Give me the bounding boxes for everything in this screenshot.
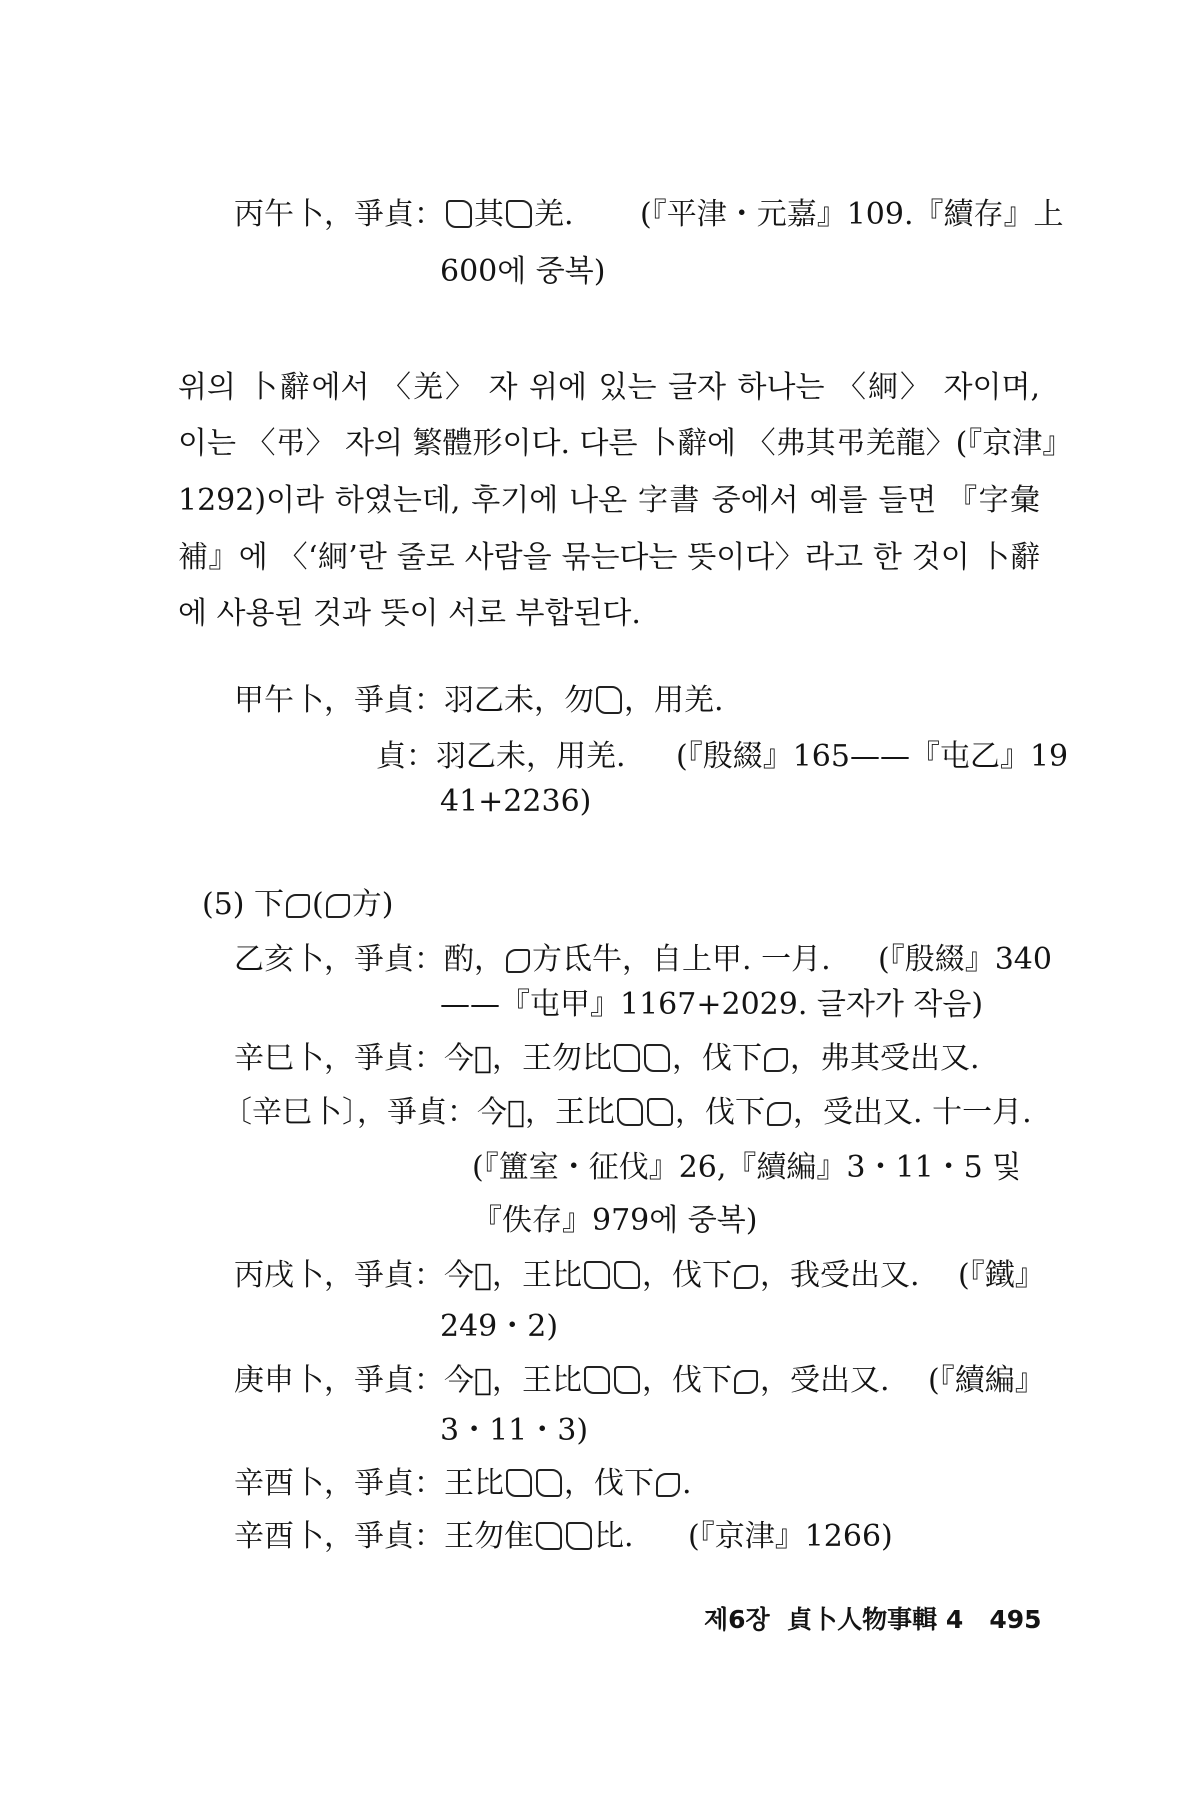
paragraph-line: 補』에 〈‘絅’란 줄로 사람을 묶는다는 뜻이다〉라고 한 것이 卜辭 (178, 540, 1040, 575)
oracle-glyph (584, 1366, 610, 1394)
oracle-glyph (536, 1522, 562, 1550)
citation: (『簠室・征伐』26,『續編』3・11・5 및 (472, 1150, 1022, 1185)
citation: (『京津』1266) (688, 1519, 893, 1554)
paragraph-line: 1292)이라 하였는데, 후기에 나온 字書 중에서 예를 들면 『字彙 (178, 483, 1040, 518)
inscription-line: 庚申卜，爭貞：今𠰷，王比 ，伐下 ，受出又. (234, 1363, 890, 1398)
inscription-label: 辛巳卜，爭貞： (234, 1041, 444, 1076)
oracle-glyph (767, 1102, 791, 1126)
inscription-line: 丙午卜，爭貞： 其 羌. (234, 197, 574, 232)
inscription-label: 〔辛巳卜〕，爭貞： (222, 1095, 477, 1130)
citation-continued: ——『屯甲』1167+2029. 글자가 작음) (440, 987, 984, 1022)
oracle-glyph (647, 1098, 673, 1126)
oracle-glyph (286, 894, 310, 918)
inscription-line: 辛巳卜，爭貞：今𠰷，王勿比 ，伐下 ，弗其受出又. (234, 1041, 980, 1076)
oracle-glyph (506, 200, 532, 228)
inscription-line: 辛酉卜，爭貞：王比 ，伐下 . (234, 1466, 692, 1501)
inscription-line: 〔辛巳卜〕，爭貞：今𠰷，王比 ，伐下 ，受出又. 十一月. (222, 1095, 1032, 1130)
running-footer (704, 1600, 1042, 1640)
oracle-glyph (644, 1044, 670, 1072)
inscription-label: 貞： (376, 739, 436, 774)
citation-continued: 249・2) (440, 1309, 559, 1344)
oracle-glyph (506, 1469, 532, 1497)
oracle-glyph (614, 1366, 640, 1394)
inscription-line: 辛酉卜，爭貞：王勿隹 比. (234, 1519, 634, 1554)
inscription-label: 乙亥卜，爭貞： (234, 942, 444, 977)
inscription-label: 辛酉卜，爭貞： (234, 1466, 444, 1501)
paragraph-line: 이는 〈弔〉 자의 繁體形이다. 다른 卜辭에 〈弗其弔羌龍〉(『京津』 (178, 426, 1073, 461)
citation-continued: 600에 중복) (440, 254, 606, 289)
inscription-line: 乙亥卜，爭貞：酌， 方氐牛，自上甲. 一月. (234, 942, 831, 977)
paragraph-line: 위의 卜辭에서 〈羌〉 자 위에 있는 글자 하나는 〈絅〉 자이며, (178, 370, 1040, 405)
paragraph-line: 에 사용된 것과 뜻이 서로 부합된다. (178, 596, 641, 631)
citation: (『殷綴』340 (878, 942, 1052, 977)
page-number: 495 (989, 1605, 1042, 1634)
inscription-line: 貞：羽乙未，用羌. (376, 739, 626, 774)
section-heading: (5) 下 ( 方) (202, 887, 394, 922)
inscription-label: 庚申卜，爭貞： (234, 1363, 444, 1398)
oracle-glyph (566, 1522, 592, 1550)
inscription-label: 甲午卜，爭貞： (234, 683, 444, 718)
chapter-label: 제6장 (704, 1605, 770, 1634)
citation-continued: 3・11・3) (440, 1413, 589, 1448)
inscription-line: 甲午卜，爭貞：羽乙未，勿 ，用羌. (234, 683, 724, 718)
inscription-label: 辛酉卜，爭貞： (234, 1519, 444, 1554)
inscription-label: 丙午卜，爭貞： (234, 197, 444, 232)
oracle-glyph (764, 1048, 788, 1072)
oracle-glyph (536, 1469, 562, 1497)
oracle-glyph (446, 200, 472, 228)
oracle-glyph (614, 1261, 640, 1289)
citation: (『續編』 (928, 1363, 1045, 1398)
oracle-glyph (617, 1098, 643, 1126)
oracle-glyph (734, 1265, 758, 1289)
oracle-glyph (596, 686, 622, 714)
oracle-glyph (326, 894, 350, 918)
citation-continued: 41+2236) (440, 784, 592, 819)
oracle-glyph (584, 1261, 610, 1289)
inscription-line: 丙戌卜，爭貞：今𠰷，王比 ，伐下 ，我受出又. (234, 1258, 920, 1293)
inscription-label: 丙戌卜，爭貞： (234, 1258, 444, 1293)
citation: (『鐵』 (958, 1258, 1045, 1293)
citation: (『殷綴』165——『屯乙』19 (676, 739, 1069, 774)
oracle-glyph (506, 949, 530, 973)
citation-continued: 『佚存』979에 중복) (472, 1203, 758, 1238)
citation: (『平津・元嘉』109.『續存』上 (640, 197, 1064, 232)
oracle-glyph (656, 1473, 680, 1497)
oracle-glyph (734, 1370, 758, 1394)
chapter-title: 貞卜人物事輯 4 (787, 1605, 964, 1634)
oracle-glyph (614, 1044, 640, 1072)
